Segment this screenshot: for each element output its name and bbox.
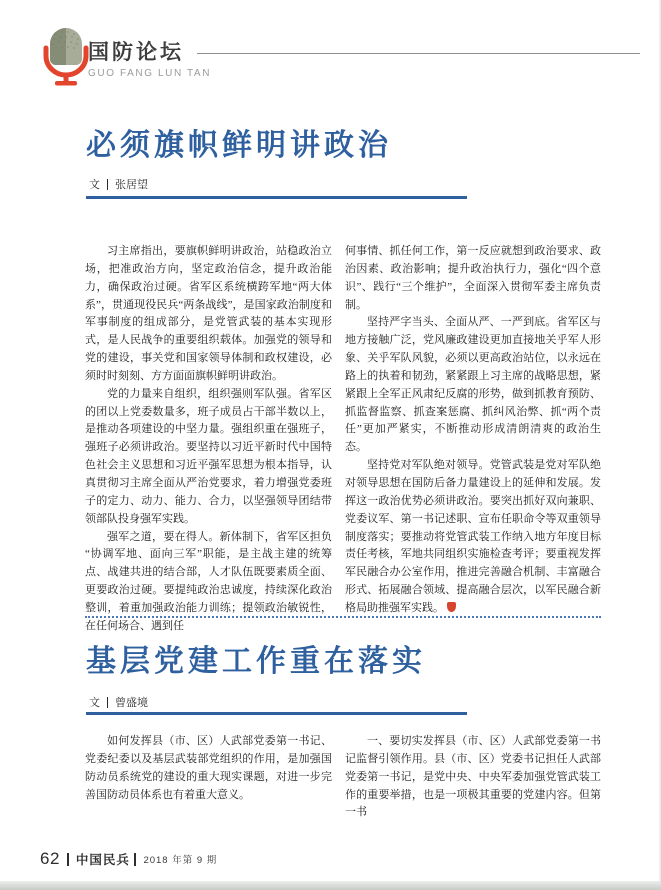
magazine-title: 中国民兵 [75, 853, 130, 867]
article2-title: 基层党建工作重在落实 [86, 645, 426, 678]
footer-separator [134, 853, 137, 866]
article1-title-rule [86, 196, 467, 199]
article1-title: 必须旗帜鲜明讲政治 [86, 129, 392, 162]
article1-left-column [85, 243, 332, 636]
paragraph: 坚持严字当头、全面从严、一严到底。省军区与地方接触广泛，党风廉政建设更加直接地关乎军人形象、关乎军队风貌，必须以更高政治站位，以永远在路上的执着和韧劲，紧紧跟上习主席的战略思想，紧紧跟上全军正风肃纪反腐的形势，做到抓教育预防、抓监督监察、抓查案惩腐、抓纠风治弊、抓“两个责任”更加严紧实，不断推动形成清朗清爽的政治生态。 [345, 316, 601, 454]
article1-byline [89, 176, 148, 192]
header-divider-line [197, 53, 640, 54]
paragraph: 党的力量来自组织，组织强则军队强。省军区的团以上党委数量多，班子成员占干部半数以上，是推动各项建设的中坚力量。强组织重在强班子，强班子必须讲政治。要坚持以习近平新时代中国特色社会主义思想和习近平强军思想为根本指导，认真贯彻习主席全面从严治党要求，着力增强党委班子的定力、动力、能力、合力，以坚强领导团结带领部队投身强军实践。 [85, 387, 332, 525]
paragraph: 一、要切实发挥县（市、区）人武部党委第一书记监督引领作用。县（市、区）党委书记担任人武部党委第一书记，是党中央、中央军委加强党管武装工作的重要举措，也是一项极其重要的党建内容。但第一书 [345, 735, 601, 819]
page-footer [40, 849, 217, 869]
paragraph-text: 坚持党对军队绝对领导。党管武装是党对军队绝对领导思想在国防后备力量建设上的延伸和发展。发挥这一政治优势必须讲政治。要突出抓好双向兼职、党委议军、第一书记述职、宣布任职命令等双重领导制度落实；要推动将党管武装工作纳入地方年度目标责任考核，军地共同组织实施检查考评；要重视发挥军民融合办公室作用，推进完善融合机制、丰富融合形式、拓展融合领域、提高融合层次，以军民融合新格局助推强军实践。 [345, 459, 601, 614]
section-title: 国防论坛 [88, 41, 184, 64]
byline-separator [107, 697, 108, 708]
paragraph: 习主席指出，要旗帜鲜明讲政治，站稳政治立场，把准政治方向，坚定政治信念，提升政治能力，确保政治过硬。省军区系统横跨军地“两大体系”，贯通现役民兵“两条战线”，是国家政治制度和军事制度的组成部分，是党管武装的基本实现形式，是人民战争的重要组织载体。加强党的领导和党的建设，事关党和国家领导体制和政权建设，必须时时刻刻、方方面面旗帜鲜明讲政治。 [85, 245, 332, 382]
article2-title-rule [86, 712, 467, 715]
paragraph: 强军之道，要在得人。新体制下，省军区担负“协调军地、面向三军”职能，是主战主建的统筹点、战建共进的结合部，人才队伍既要素质全面、更要政治过硬。要提纯政治忠诚度，持续深化政治整训，着重加强政治能力训练；提领政治敏锐性，在任何场合、遇到任 [85, 530, 332, 632]
microphone-icon [40, 28, 92, 86]
byline-label: 文 [89, 697, 100, 709]
article2-body [85, 733, 601, 822]
article1-body [85, 243, 601, 636]
article2-left-column [85, 733, 332, 822]
article2-right-column [345, 733, 601, 822]
paragraph: 何事情、抓任何工作，第一反应就想到政治要求、政治因素、政治影响；提升政治执行力，强化“四个意识”、践行“三个维护”，全面深入贯彻军委主席负责制。 [345, 245, 601, 311]
article2-author: 曾盛境 [115, 697, 148, 709]
footer-separator [67, 853, 69, 866]
section-subtitle: GUO FANG LUN TAN [88, 68, 212, 79]
article1-author: 张居望 [115, 179, 148, 191]
article2-byline [89, 694, 148, 710]
article-end-mark-icon [447, 602, 456, 612]
issue-label: 2018 年第 9 期 [143, 855, 218, 866]
paragraph: 如何发挥县（市、区）人武部党委第一书记、党委纪委以及基层武装部党组织的作用，是加强国防动员系统党的建设的重大现实课题，对进一步完善国防动员体系也有着重大意义。 [85, 735, 332, 801]
byline-separator [107, 179, 108, 190]
article-divider-dotted-line [85, 616, 601, 618]
paragraph [345, 457, 601, 618]
page-number: 62 [40, 849, 60, 868]
article1-right-column [345, 243, 601, 636]
page-edge-shadow-bottom [0, 881, 661, 890]
byline-label: 文 [89, 179, 100, 191]
